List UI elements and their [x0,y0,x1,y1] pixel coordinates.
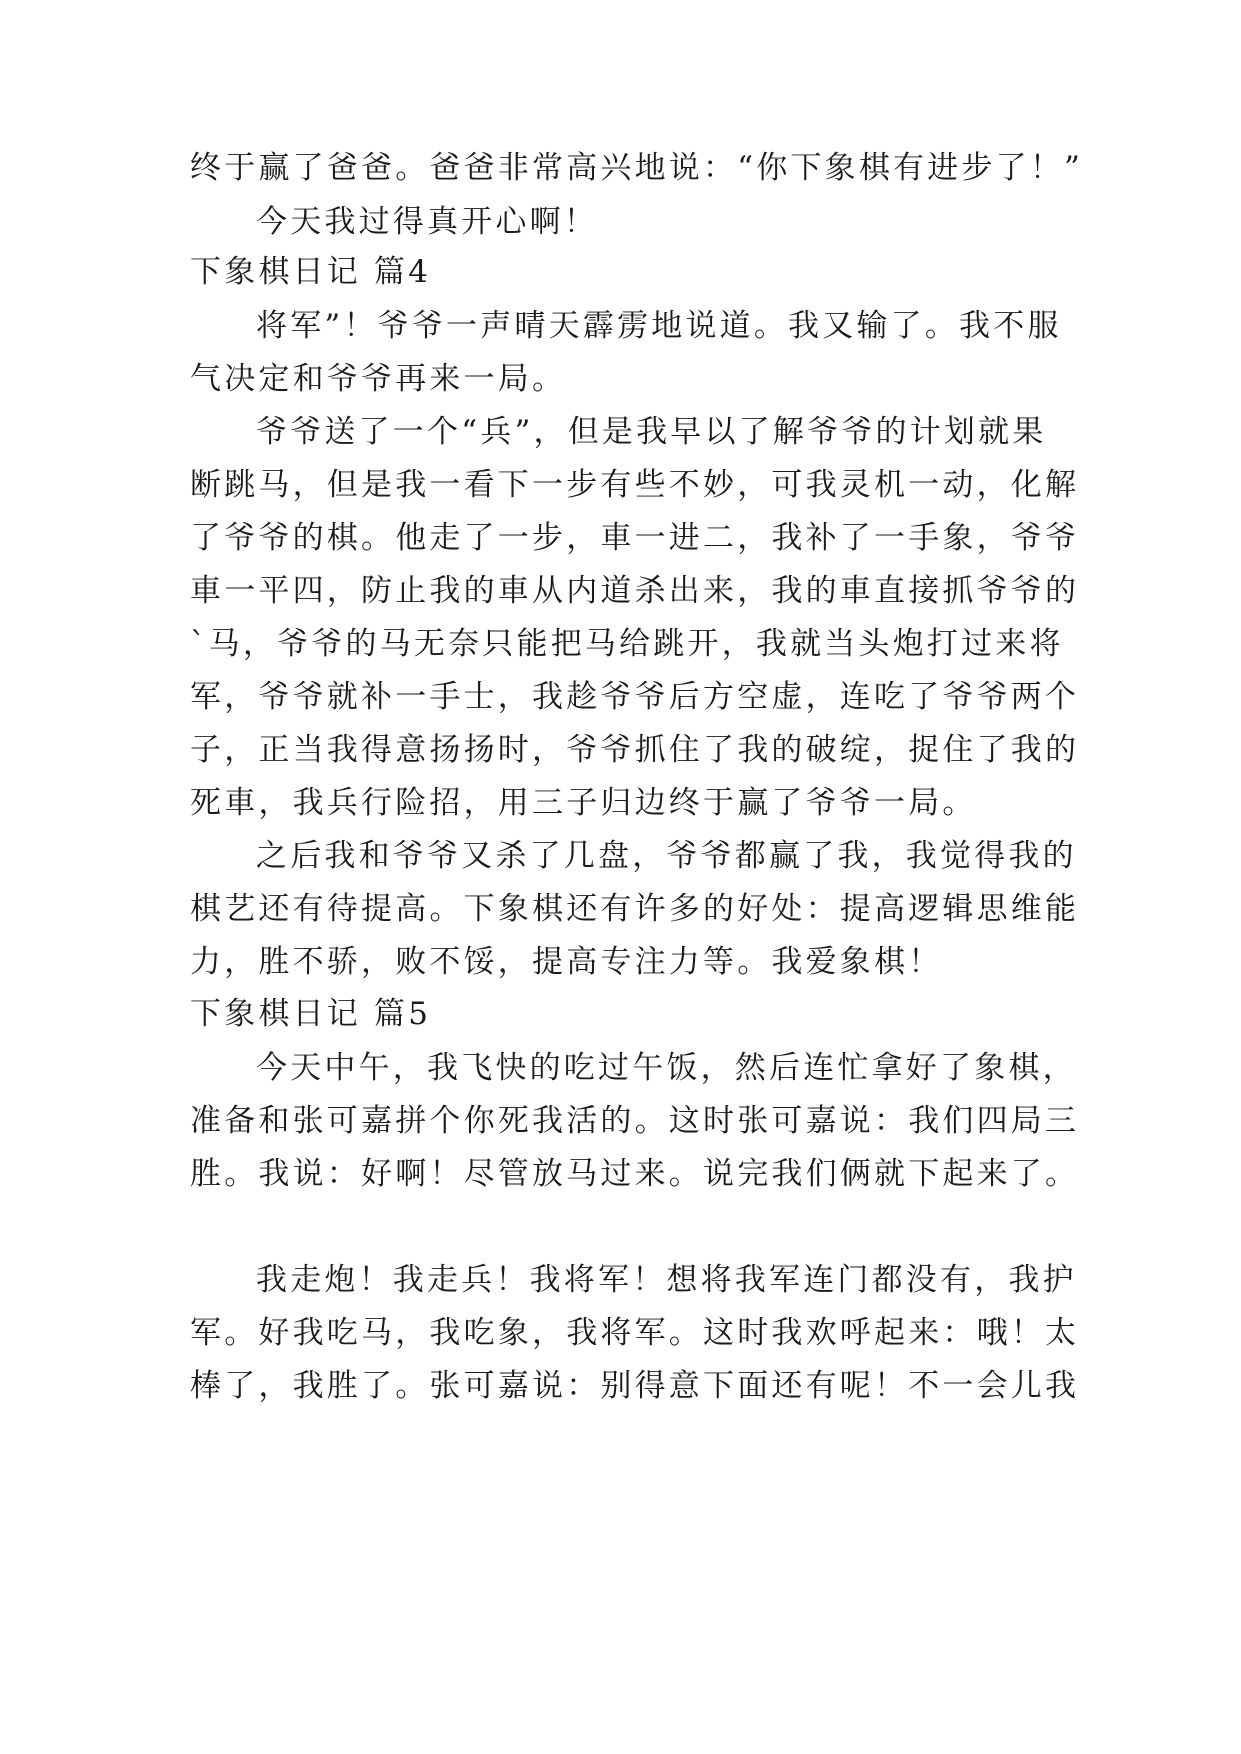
paragraph-line: 终于赢了爸爸。爸爸非常高兴地说：“你下象棋有进步了！” [190,150,1084,186]
paragraph-line: 将军”！爷爷一声晴天霹雳地说道。我又输了。我不服 [256,308,1062,344]
paragraph-line: `马，爷爷的马无奈只能把马给跳开，我就当头炮打过来将 [190,626,1064,662]
paragraph-line: 准备和张可嘉拼个你死我活的。这时张可嘉说：我们四局三 [190,1103,1080,1139]
paragraph-line: 断跳马，但是我一看下一步有些不妙，可我灵机一动，化解 [190,467,1080,503]
paragraph-line: 之后我和爷爷又杀了几盘，爷爷都赢了我，我觉得我的 [256,838,1077,874]
paragraph-line: 死車，我兵行险招，用三子归边终于赢了爷爷一局。 [190,785,977,821]
paragraph-line: 棒了，我胜了。张可嘉说：别得意下面还有呢！不一会儿我 [190,1368,1080,1404]
paragraph-line: 車一平四，防止我的車从内道杀出来，我的車直接抓爷爷的 [190,573,1080,609]
paragraph-line: 今天我过得真开心啊！ [256,204,598,240]
paragraph-line: 军，爷爷就补一手士，我趁爷爷后方空虚，连吃了爷爷两个 [190,679,1080,715]
paragraph-line: 子，正当我得意扬扬时，爷爷抓住了我的破绽，捉住了我的 [190,732,1080,768]
paragraph-line: 气决定和爷爷再来一局。 [190,361,567,397]
paragraph-line: 军。好我吃马，我吃象，我将军。这时我欢呼起来：哦！太 [190,1315,1080,1351]
paragraph-line: 棋艺还有待提高。下象棋还有许多的好处：提高逻辑思维能 [190,891,1080,927]
paragraph-line: 力，胜不骄，败不馁，提高专注力等。我爱象棋！ [190,944,943,980]
paragraph-line: 今天中午，我飞快的吃过午饭，然后连忙拿好了象棋， [256,1050,1077,1086]
paragraph-line: 我走炮！我走兵！我将军！想将我军连门都没有，我护 [256,1262,1077,1298]
paragraph-line: 爷爷送了一个“兵”，但是我早以了解爷爷的计划就果 [256,414,1047,450]
paragraph-line: 胜。我说：好啊！尽管放马过来。说完我们俩就下起来了。 [190,1156,1080,1192]
section-heading: 下象棋日记 篇5 [190,996,432,1032]
section-heading: 下象棋日记 篇4 [190,254,432,290]
paragraph-line: 了爷爷的棋。他走了一步，車一进二，我补了一手象，爷爷 [190,520,1080,556]
